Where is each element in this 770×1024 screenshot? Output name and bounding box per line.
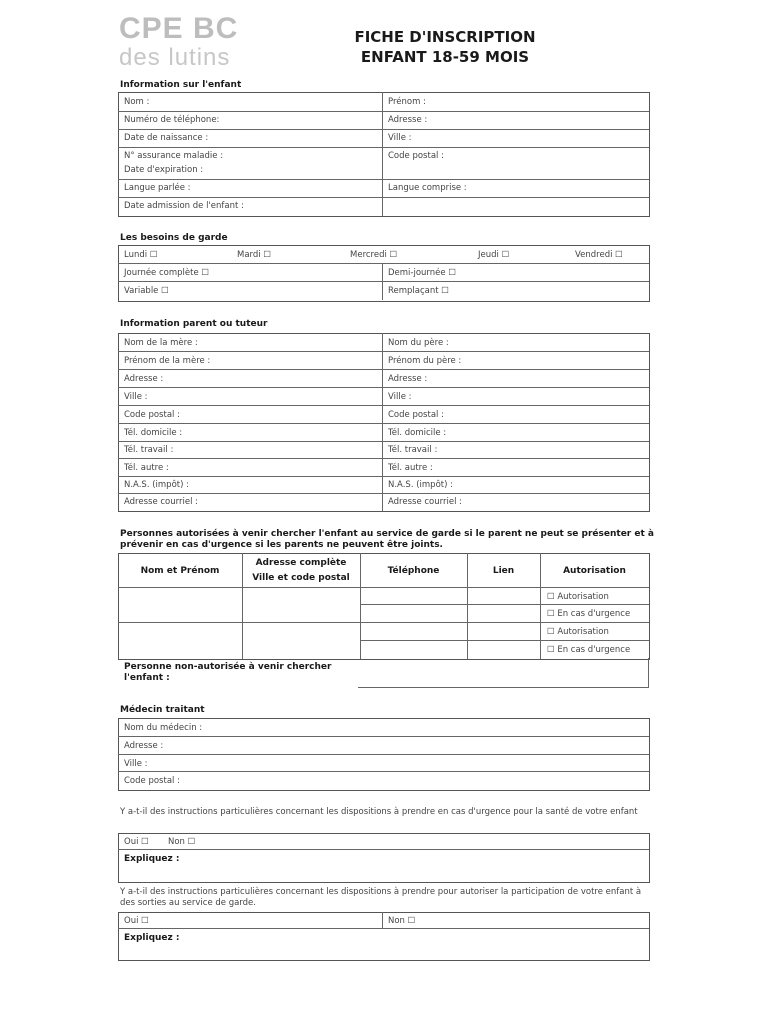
non-authorized-line[interactable]	[358, 687, 649, 688]
divider	[118, 441, 649, 442]
divider	[118, 281, 649, 282]
demi-journee-checkbox[interactable]: Demi-journée ☐	[388, 268, 456, 278]
mardi-checkbox[interactable]: Mardi ☐	[237, 250, 271, 260]
mother-field[interactable]: Ville :	[124, 392, 148, 402]
variable-checkbox[interactable]: Variable ☐	[124, 286, 169, 296]
q2-non-checkbox[interactable]: Non ☐	[388, 916, 416, 926]
col-telephone-header: Téléphone	[387, 566, 440, 576]
urgence-checkbox[interactable]: ☐ En cas d'urgence	[547, 645, 631, 655]
child-expiration-field[interactable]: Date d'expiration :	[124, 165, 204, 175]
divider	[118, 197, 649, 198]
divider	[382, 333, 383, 511]
divider	[118, 771, 649, 772]
divider	[360, 640, 649, 641]
divider	[118, 587, 649, 588]
child-nom-field[interactable]: Nom :	[124, 97, 150, 107]
divider	[118, 458, 649, 459]
q1-explain-field[interactable]: Expliquez :	[124, 854, 180, 864]
father-field[interactable]: N.A.S. (impôt) :	[388, 480, 453, 490]
child-info-heading: Information sur l'enfant	[120, 80, 242, 90]
mother-field[interactable]: Adresse courriel :	[124, 497, 199, 507]
divider	[118, 736, 649, 737]
divider	[118, 179, 649, 180]
doctor-adresse-field[interactable]: Adresse :	[124, 741, 164, 751]
divider	[118, 129, 649, 130]
divider	[118, 387, 649, 388]
col-adresse-header-2: Ville et code postal	[252, 573, 350, 583]
child-langue-comprise-field[interactable]: Langue comprise :	[388, 183, 467, 193]
divider	[118, 754, 649, 755]
divider	[382, 263, 383, 300]
father-field[interactable]: Nom du père :	[388, 338, 449, 348]
father-field[interactable]: Tél. autre :	[388, 463, 433, 473]
col-nom-header: Nom et Prénom	[140, 566, 220, 576]
father-field[interactable]: Adresse :	[388, 374, 428, 384]
divider	[118, 849, 649, 850]
col-adresse-header-1: Adresse complète	[255, 558, 347, 568]
father-field[interactable]: Tél. travail :	[388, 445, 438, 455]
col-autorisation-header: Autorisation	[563, 566, 626, 576]
question-1-text: Y a-t-il des instructions particulières concernant les dispositions à prendre en cas d'urgence pour la santé de votre enfant	[120, 807, 638, 817]
child-telephone-field[interactable]: Numéro de téléphone:	[124, 115, 220, 125]
doctor-code-postal-field[interactable]: Code postal :	[124, 776, 180, 786]
doctor-nom-field[interactable]: Nom du médecin :	[124, 723, 203, 733]
vendredi-checkbox[interactable]: Vendredi ☐	[575, 250, 623, 260]
logo-line-2: des lutins	[119, 44, 231, 71]
divider	[118, 928, 649, 929]
remplacant-checkbox[interactable]: Remplaçant ☐	[388, 286, 449, 296]
authorized-heading: Personnes autorisées à venir chercher l'enfant au service de garde si le parent ne peut se présenter et à prévenir en cas d'urgence si les parents ne peuvent être joints.	[120, 529, 654, 550]
divider	[242, 553, 243, 659]
child-assurance-field[interactable]: N° assurance maladie :	[124, 151, 224, 161]
divider	[360, 604, 649, 605]
father-field[interactable]: Adresse courriel :	[388, 497, 463, 507]
question-2-text: Y a-t-il des instructions particulières concernant les dispositions à prendre pour autoriser la participation de votre enfant à des sorties au service de garde.	[120, 887, 642, 908]
divider	[118, 369, 649, 370]
child-admission-field[interactable]: Date admission de l'enfant :	[124, 201, 244, 211]
divider	[118, 351, 649, 352]
mother-field[interactable]: Nom de la mère :	[124, 338, 198, 348]
non-authorized-label: Personne non-autorisée à venir chercher l'enfant :	[124, 662, 332, 683]
col-lien-header: Lien	[492, 566, 515, 576]
parent-info-heading: Information parent ou tuteur	[120, 319, 268, 329]
form-title-line-1: FICHE D'INSCRIPTION	[354, 28, 536, 46]
mother-field[interactable]: Tél. autre :	[124, 463, 169, 473]
mother-field[interactable]: Prénom de la mère :	[124, 356, 211, 366]
child-langue-parlee-field[interactable]: Langue parlée :	[124, 183, 191, 193]
child-naissance-field[interactable]: Date de naissance :	[124, 133, 209, 143]
q2-explain-field[interactable]: Expliquez :	[124, 933, 180, 943]
lundi-checkbox[interactable]: Lundi ☐	[124, 250, 158, 260]
question-2-table	[118, 912, 650, 961]
q1-non-checkbox[interactable]: Non ☐	[168, 837, 196, 847]
father-field[interactable]: Tél. domicile :	[388, 428, 447, 438]
father-field[interactable]: Ville :	[388, 392, 412, 402]
child-ville-field[interactable]: Ville :	[388, 133, 412, 143]
q2-oui-checkbox[interactable]: Oui ☐	[124, 916, 149, 926]
child-code-postal-field[interactable]: Code postal :	[388, 151, 444, 161]
divider	[118, 423, 649, 424]
care-needs-heading: Les besoins de garde	[120, 233, 228, 243]
autorisation-checkbox[interactable]: ☐ Autorisation	[547, 627, 609, 637]
divider	[118, 263, 649, 264]
father-field[interactable]: Prénom du père :	[388, 356, 462, 366]
child-adresse-field[interactable]: Adresse :	[388, 115, 428, 125]
mother-field[interactable]: Adresse :	[124, 374, 164, 384]
urgence-checkbox[interactable]: ☐ En cas d'urgence	[547, 609, 631, 619]
q1-oui-checkbox[interactable]: Oui ☐	[124, 837, 149, 847]
mercredi-checkbox[interactable]: Mercredi ☐	[350, 250, 398, 260]
journee-complete-checkbox[interactable]: Journée complète ☐	[124, 268, 210, 278]
logo-line-1: CPE BC	[119, 12, 239, 45]
jeudi-checkbox[interactable]: Jeudi ☐	[478, 250, 510, 260]
form-title-line-2: ENFANT 18-59 MOIS	[360, 48, 530, 66]
divider	[382, 912, 383, 928]
autorisation-checkbox[interactable]: ☐ Autorisation	[547, 592, 609, 602]
mother-field[interactable]: Code postal :	[124, 410, 180, 420]
divider	[118, 622, 649, 623]
divider	[118, 405, 649, 406]
mother-field[interactable]: Tél. travail :	[124, 445, 174, 455]
divider	[118, 493, 649, 494]
question-1-table	[118, 833, 650, 883]
father-field[interactable]: Code postal :	[388, 410, 444, 420]
divider	[118, 147, 649, 148]
doctor-ville-field[interactable]: Ville :	[124, 759, 148, 769]
mother-field[interactable]: Tél. domicile :	[124, 428, 183, 438]
divider	[648, 658, 649, 688]
divider	[118, 111, 649, 112]
child-prenom-field[interactable]: Prénom :	[388, 97, 426, 107]
doctor-heading: Médecin traitant	[120, 705, 205, 715]
mother-field[interactable]: N.A.S. (impôt) :	[124, 480, 189, 490]
divider	[118, 476, 649, 477]
